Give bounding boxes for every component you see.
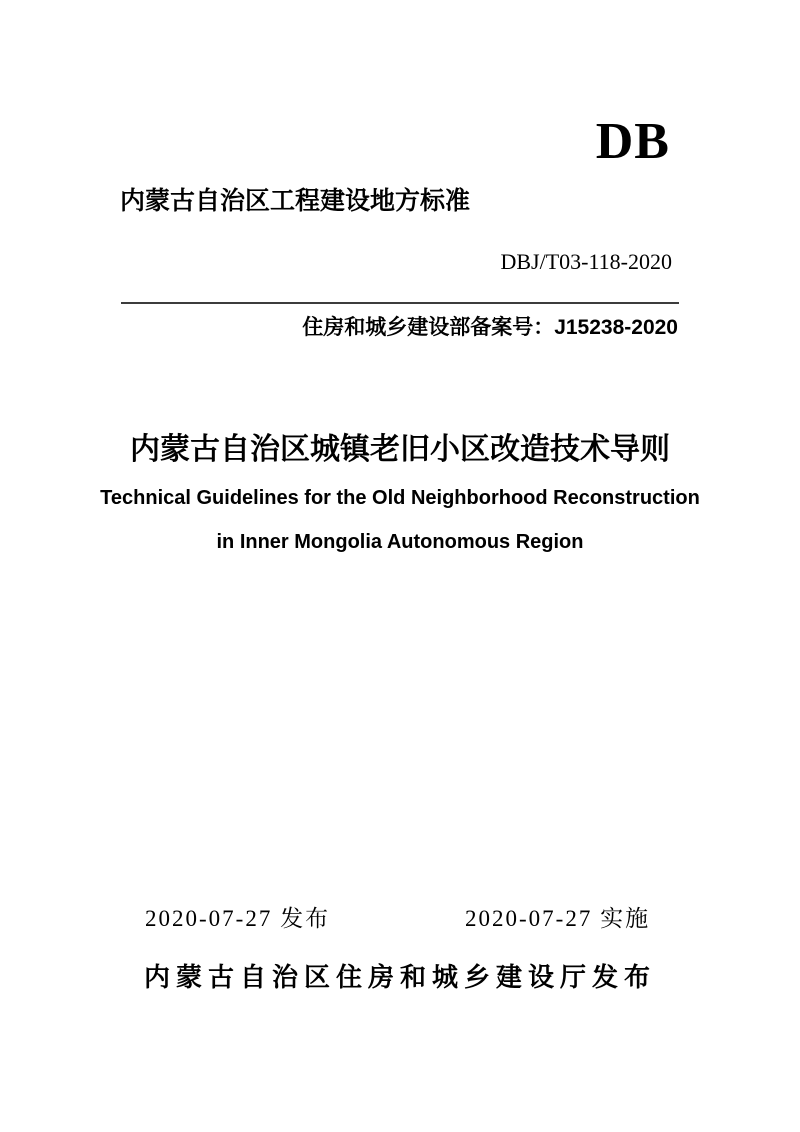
standard-type-heading: 内蒙古自治区工程建设地方标准 (120, 187, 471, 215)
standard-number: DBJ/T03-118-2020 (500, 249, 672, 274)
db-standard-mark: DB (595, 113, 670, 170)
record-number: 住房和城乡建设部备案号：J15238-2020 (302, 316, 678, 339)
document-title-english-line1: Technical Guidelines for the Old Neighborhood Reconstruction (100, 487, 700, 509)
publisher-line: 内蒙古自治区住房和城乡建设厅发布 (143, 962, 656, 992)
document-title-chinese: 内蒙古自治区城镇老旧小区改造技术导则 (130, 433, 670, 466)
issue-date: 2020-07-27 发布 (145, 906, 331, 931)
document-title-english-line2: in Inner Mongolia Autonomous Region (216, 531, 584, 553)
horizontal-divider (121, 302, 679, 304)
implement-date: 2020-07-27 实施 (465, 906, 651, 931)
